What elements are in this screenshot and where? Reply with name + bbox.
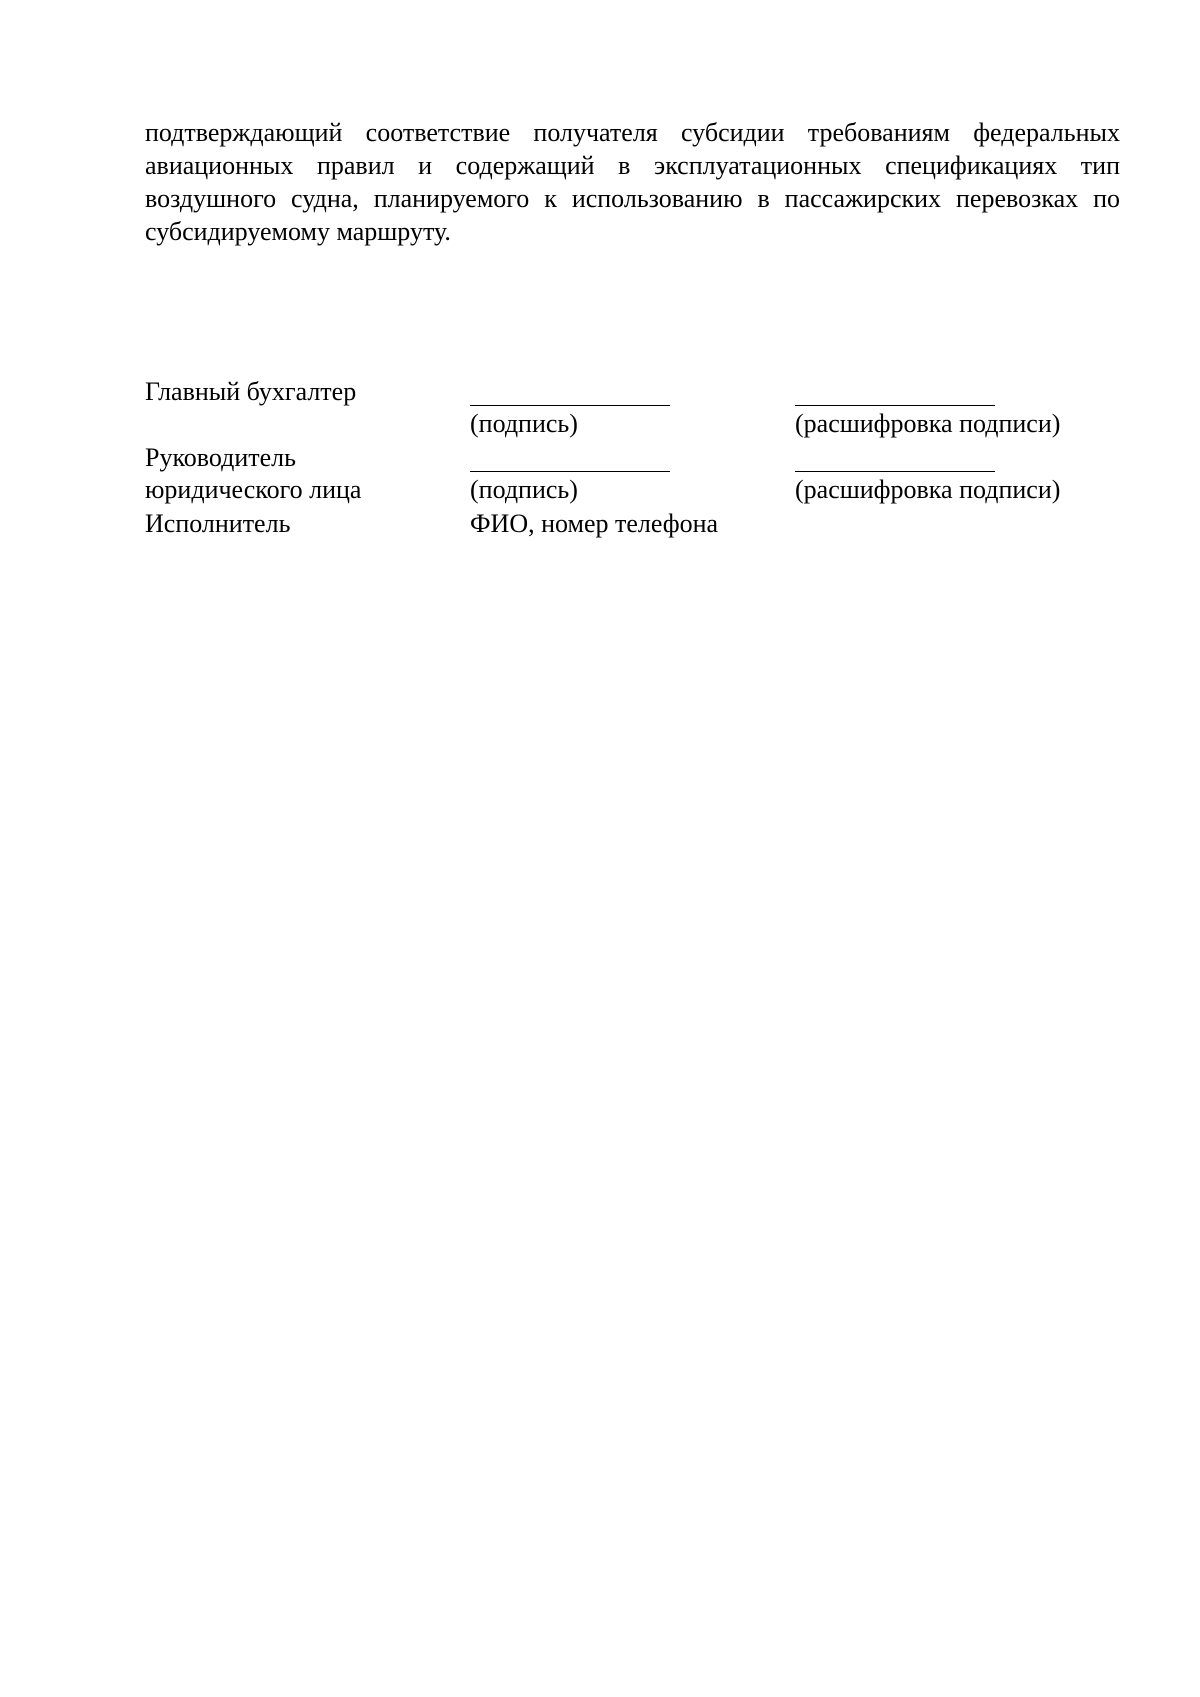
role-chief-accountant: Главный бухгалтер: [145, 377, 357, 406]
role-label: [145, 442, 465, 506]
decode-caption: (расшифровка подписи): [795, 475, 1061, 504]
role-performer: Исполнитель: [145, 509, 291, 538]
signature-column: [470, 442, 730, 506]
performer-contact: ФИО, номер телефона: [470, 509, 719, 538]
decode-column: [795, 442, 1155, 506]
decode-blank-line: [795, 376, 1155, 408]
signature-column: [470, 376, 730, 440]
role-head-line1: Руководитель: [145, 443, 296, 472]
role-label: [145, 508, 465, 540]
decode-caption: (расшифровка подписи): [795, 409, 1061, 438]
role-label: [145, 376, 465, 408]
signature-caption: (подпись): [470, 475, 578, 504]
decode-blank-line: [795, 442, 1155, 474]
body-paragraph: подтверждающий соответствие получателя субсидии требованиям федеральных авиационных правил и содержащий в эксплуатационных спецификациях тип воздушного судна, планируемого к использованию в пассажирских перевозках по субсидируемому маршруту.: [145, 118, 1120, 246]
performer-row: [145, 508, 1145, 548]
signature-row-head: [145, 442, 1145, 508]
role-head-line2: юридического лица: [145, 475, 362, 504]
signature-blank-line: [470, 376, 730, 408]
signature-caption: (подпись): [470, 409, 578, 438]
signature-block: [145, 376, 1145, 548]
decode-column: [795, 376, 1155, 440]
signature-row-chief-accountant: [145, 376, 1145, 442]
signature-blank-line: [470, 442, 730, 474]
